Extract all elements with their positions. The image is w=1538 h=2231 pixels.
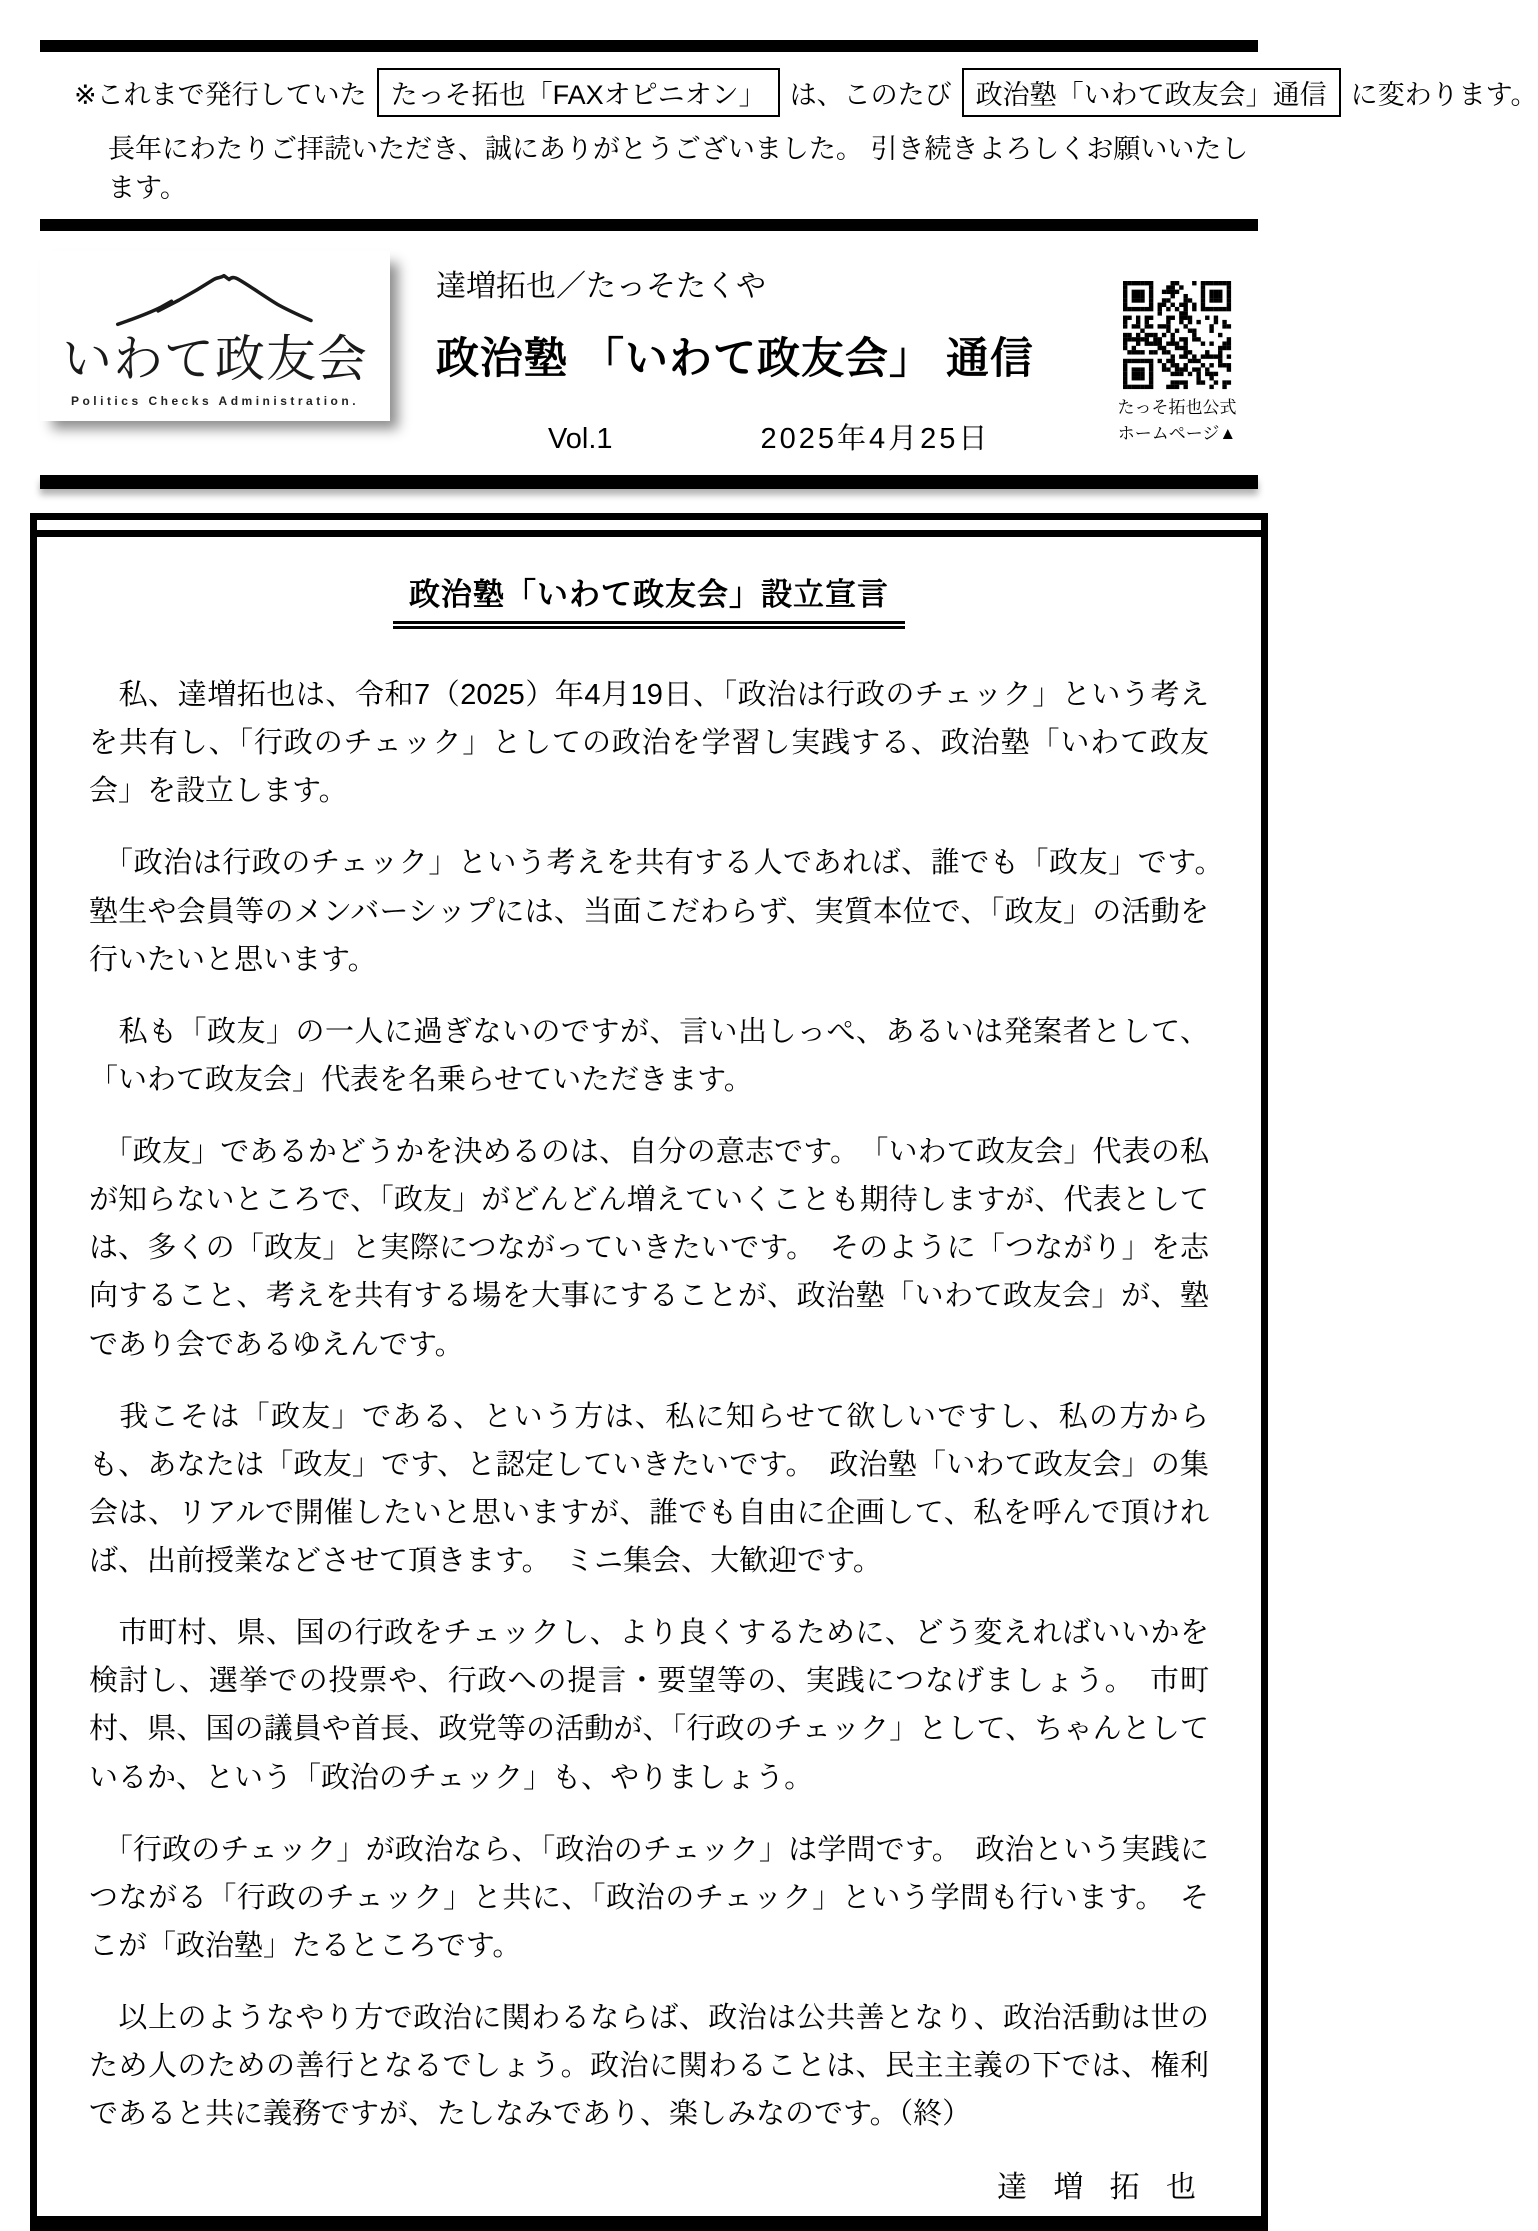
logo-name: いわて政友会 (62, 331, 368, 387)
declaration-paragraph: 「行政のチェック」が政治なら、「政治のチェック」は学問です。 政治という実践につながる「行政のチェック」と共に、「政治のチェック」という学問も行います。 そこが「政治塾」たるところです。 (89, 1833, 1209, 1962)
signature: 達 増 拓 也 (996, 2171, 1205, 2205)
notice-prefix: ※これまで発行していた (74, 80, 367, 110)
rename-notice (48, 68, 1538, 205)
issue-info-row (436, 416, 1096, 457)
newsletter-title: 政治塾 「いわて政友会」 通信 (436, 335, 1034, 383)
declaration-paragraph: 「政友」であるかどうかを決めるのは、自分の意志です。 「いわて政友会」代表の私が知らないところで、「政友」がどんどん増えていくことも期待しますが、代表としては、多くの「政友」と実際につながっていきたいです。 そのように「つながり」を志向すること、考えを共有する場を大事にすることが、政治塾「いわて政友会」が、塾であり会であるゆえんです。 (89, 1136, 1209, 1361)
new-newsletter-name-box: 政治塾「いわて政友会」通信 (962, 68, 1341, 117)
mountain-logo-icon (65, 268, 365, 332)
body-top-separator-bar (40, 475, 1258, 489)
masthead (40, 251, 1258, 457)
top-separator-bar (40, 40, 1258, 52)
organization-logo (40, 251, 390, 421)
qr-caption-line1: たっそ拓也公式 (1117, 398, 1237, 417)
declaration-paragraph: 私も「政友」の一人に過ぎないのですが、言い出しっぺ、あるいは発案者として、「いわて政友会」代表を名乗らせていただきます。 (89, 1015, 1209, 1096)
author-line: 達増拓也／たっそたくや (436, 270, 766, 303)
declaration-title: 政治塾「いわて政友会」設立宣言 (393, 569, 905, 629)
issue-date: 2025年4月25日 (760, 423, 991, 455)
newsletter-page (0, 40, 1538, 2205)
notice-suffix: に変わります。 (1350, 80, 1538, 110)
declaration-paragraph: 私、達増拓也は、令和7（2025）年4月19日、「政治は行政のチェック」という考えを共有し、「行政のチェック」としての政治を学習し実践する、政治塾「いわて政友会」を設立します。 (89, 679, 1209, 808)
rename-notice-line2: 長年にわたりご拝読いただき、誠にありがとうございました。 引き続きよろしくお願いいたします。 (108, 134, 1249, 203)
header-top-separator-bar (40, 219, 1258, 231)
declaration-paragraph: 市町村、県、国の行政をチェックし、より良くするために、どう変えればいいかを検討し、選挙での投票や、行政への提言・要望等の、実践につなげましょう。 市町村、県、国の議員や首長、政党等の活動が、「行政のチェック」として、ちゃんとしているか、という「政治のチェック」も、やりましょう。 (89, 1617, 1209, 1794)
volume-number: Vol.1 (548, 423, 613, 455)
declaration-title-wrap (89, 569, 1209, 629)
declaration-box-inner-rule (37, 530, 1261, 537)
qr-caption (1096, 395, 1258, 446)
old-newsletter-name-box: たっそ拓也「FAXオピニオン」 (377, 68, 780, 117)
declaration-paragraph: 以上のようなやり方で政治に関わるならば、政治は公共善となり、政治活動は世のため人のための善行となるでしょう。政治に関わることは、民主主義の下では、権利であると共に義務ですが、たしなみであり、楽しみなのです。（終） (89, 2002, 1209, 2131)
declaration-content (37, 537, 1261, 2216)
qr-caption-line2: ホームページ▲ (1117, 423, 1237, 443)
masthead-center (390, 251, 1096, 457)
declaration-paragraph: 我こそは「政友」である、という方は、私に知らせて欲しいですし、私の方からも、あなたは「政友」です、と認定していきたいです。 政治塾「いわて政友会」の集会は、リアルで開催したいと思いますが、誰でも自由に企画して、私を呼んで頂ければ、出前授業などさせて頂きます。 ミニ集会、大歓迎です。 (89, 1400, 1209, 1577)
qr-code-icon (1123, 281, 1231, 389)
notice-middle: は、このたび (789, 80, 952, 110)
logo-tagline: Politics Checks Administration. (70, 394, 360, 408)
rename-notice-line1 (48, 68, 1538, 117)
masthead-right (1096, 251, 1258, 446)
declaration-paragraph: 「政治は行政のチェック」という考えを共有する人であれば、誰でも「政友」です。 塾生や会員等のメンバーシップには、当面こだわらず、実質本位で、「政友」の活動を行いたいと思います。 (89, 847, 1239, 976)
declaration-box (30, 513, 1268, 2231)
